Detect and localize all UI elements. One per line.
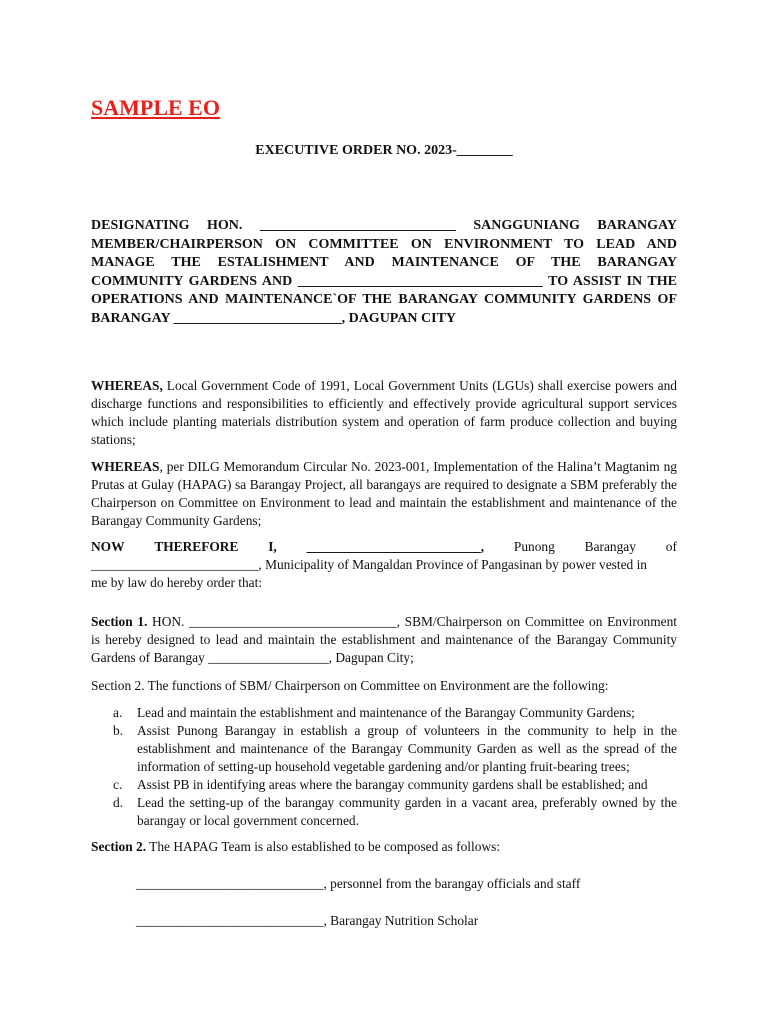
now-word: NOW: [91, 539, 125, 554]
whereas-lead: WHEREAS,: [91, 378, 163, 393]
list-marker: a.: [113, 705, 123, 720]
of-word: of: [665, 539, 677, 554]
list-item-text: Lead and maintain the establishment and maintenance of the Barangay Community Gardens;: [137, 705, 635, 720]
list-marker: c.: [113, 777, 123, 792]
list-item: [91, 722, 677, 776]
list-marker: b.: [113, 723, 124, 738]
order-heading: DESIGNATING HON. ____________________________ SANGGUNIANG BARANGAY MEMBER/CHAIRPERSON ON COMMITTEE ON ENVIRONMENT TO LEAD AND MANAGE THE ESTALISHMENT AND MAINTENANCE OF THE BARANGAY COMMUNITY GARDENS AND ___________________________________ TO ASSIST IN THE OPERATIONS AND MAINTENANCE`OF THE BARANGAY COMMUNITY GARDENS OF BARANGAY ________________________, DAGUPAN CITY: [91, 218, 677, 326]
section-2-functions-intro: Section 2. The functions of SBM/ Chairperson on Committee on Environment are the following:: [91, 678, 609, 693]
section-lead: Section 2.: [91, 839, 147, 854]
list-item: [91, 776, 677, 794]
i-word: I,: [268, 539, 277, 554]
functions-list: [91, 704, 677, 830]
now-therefore-third-line: me by law do hereby order that:: [91, 575, 263, 590]
whereas-paragraph-1: [91, 377, 677, 449]
now-therefore-second-line: _________________________, Municipality of Mangaldan Province of Pangasinan by power vested in: [91, 557, 647, 572]
whereas-lead: WHEREAS: [91, 459, 160, 474]
name-blank: __________________________,: [306, 539, 485, 554]
list-item-text: Assist PB in identifying areas where the barangay community gardens shall be established; and: [137, 777, 648, 792]
section-text: HON. _______________________________, SBM/Chairperson on Committee on Environment is hereby designed to lead and maintain the establishment and maintenance of the Barangay Community Gardens of Barangay __________________, Dagupan City;: [91, 614, 677, 665]
list-item-text: Lead the setting-up of the barangay community garden in a vacant area, preferably owned by the barangay or local government concerned.: [137, 795, 677, 828]
section-1-paragraph: [91, 613, 677, 667]
section-text: The HAPAG Team is also established to be composed as follows:: [146, 839, 501, 854]
list-item-text: Assist Punong Barangay in establish a group of volunteers in the community to help in the establishment and maintenance of the Barangay Community Garden as well as the spread of the information of setting-up household vegetable gardening and/or planting fruit-bearing trees;: [137, 723, 677, 774]
list-item: [91, 794, 677, 830]
list-item: [91, 704, 677, 722]
section-lead: Section 1.: [91, 614, 148, 629]
now-therefore-paragraph: [91, 538, 677, 592]
team-member-line: ____________________________, personnel from the barangay officials and staff: [136, 876, 581, 891]
punong-word: Punong: [513, 539, 555, 554]
barangay-word: Barangay: [584, 539, 636, 554]
team-member-line: ____________________________, Barangay Nutrition Scholar: [136, 913, 479, 928]
executive-order-title: EXECUTIVE ORDER NO. 2023-________: [255, 143, 513, 158]
list-marker: d.: [113, 795, 124, 810]
whereas-text: Local Government Code of 1991, Local Government Units (LGUs) shall exercise powers and discharge functions and responsibilities to efficiently and effectively provide agricultural support services which include planting materials distribution system and operation of farm produce collection and buying stations;: [91, 378, 677, 447]
therefore-word: THEREFORE: [154, 539, 239, 554]
now-therefore-first-line: [91, 538, 677, 556]
whereas-text: , per DILG Memorandum Circular No. 2023-001, Implementation of the Halina’t Magtanim ng Prutas at Gulay (HAPAG) sa Barangay Project, all barangays are required to designate a SBM preferably the Chairperson on Committee on Environment to lead and maintain the establishment and maintenance of the Barangay Community Gardens;: [91, 459, 677, 528]
whereas-paragraph-2: [91, 458, 677, 530]
section-2-team-paragraph: [91, 838, 677, 856]
sample-eo-label: SAMPLE EO: [91, 95, 220, 120]
